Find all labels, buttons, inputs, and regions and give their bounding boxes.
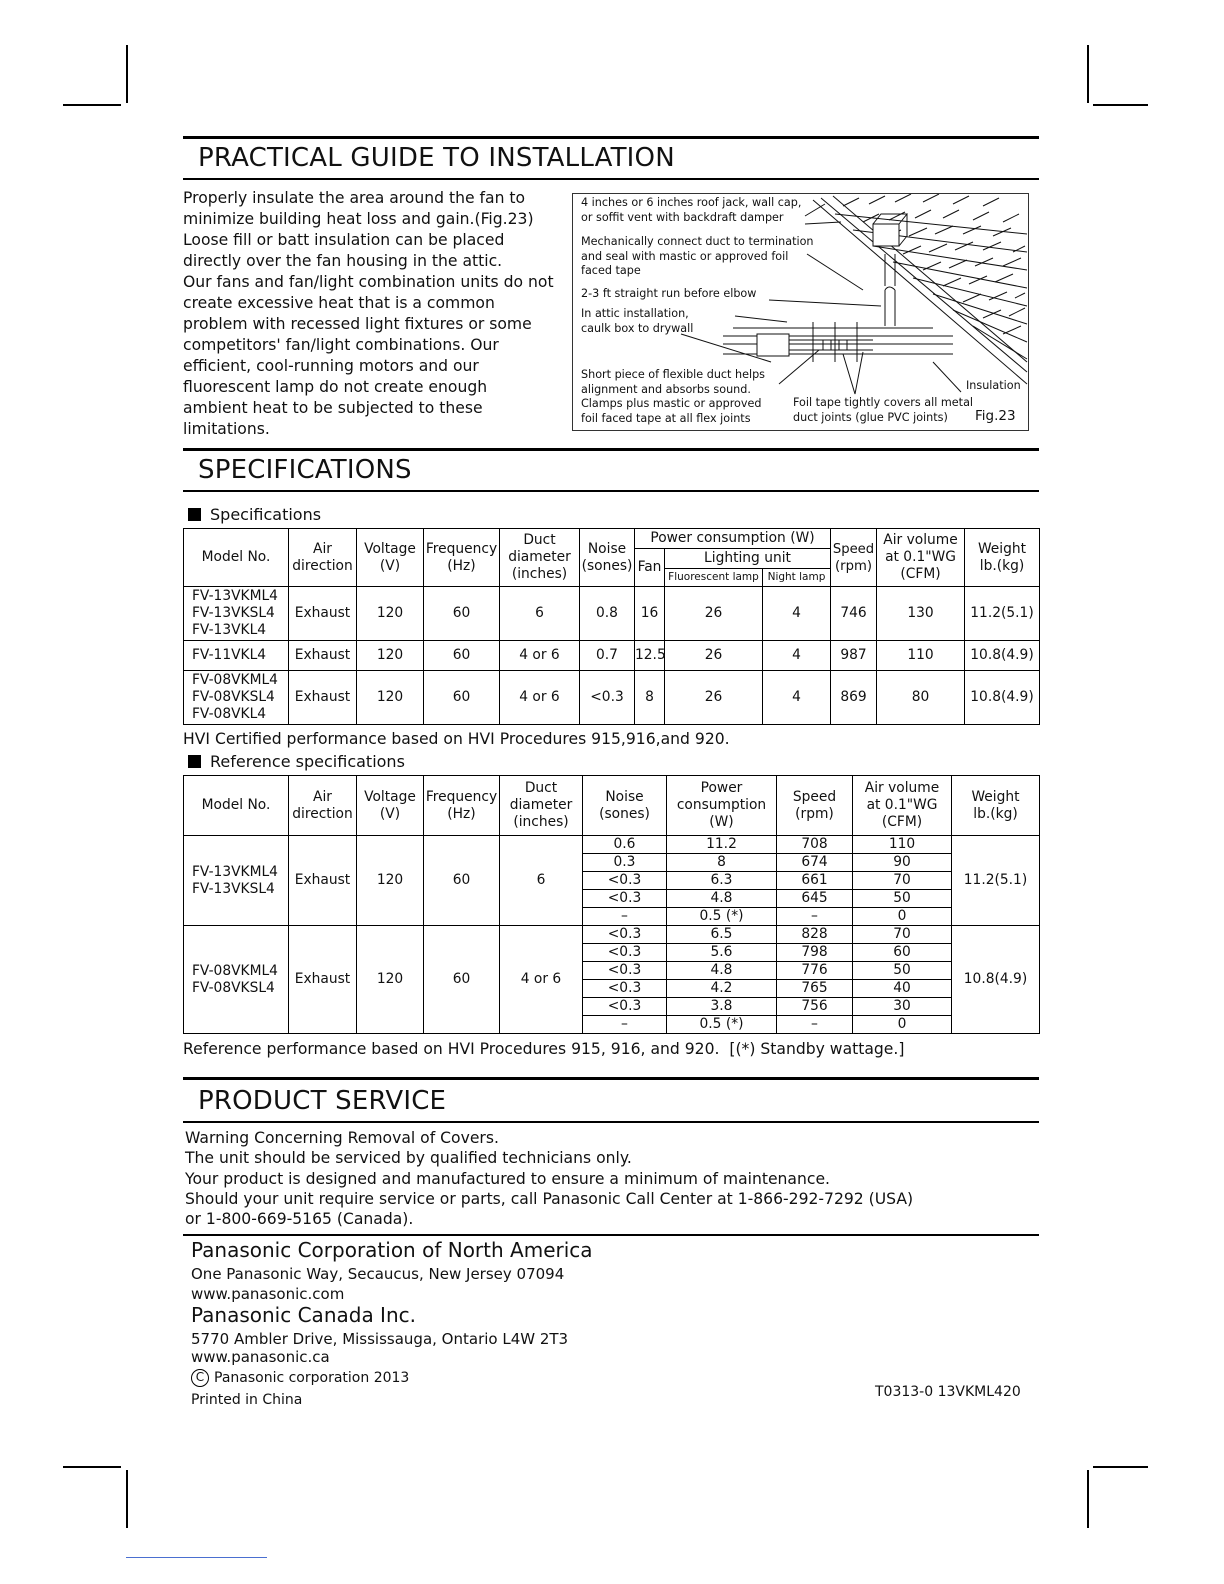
cell-speed: 765 [777, 980, 853, 998]
table-row [184, 671, 1040, 725]
section-rule [183, 448, 1039, 451]
corp-name-usa: Panasonic Corporation of North America [191, 1238, 593, 1262]
specifications-subtitle-text: Specifications [210, 505, 322, 524]
cell-speed: 869 [831, 671, 877, 725]
website-usa: www.panasonic.com [191, 1285, 345, 1303]
cell-noise: <0.3 [583, 962, 667, 980]
cell-speed: 756 [777, 998, 853, 1016]
specifications-subtitle [188, 505, 321, 524]
cell-noise: 0.6 [583, 836, 667, 854]
col-speed: Speed (rpm) [777, 776, 853, 836]
reference-subtitle [188, 752, 405, 771]
service-line: Your product is designed and manufactured to ensure a minimum of maintenance. [185, 1169, 830, 1188]
cell-power: 4.2 [667, 980, 777, 998]
cell-speed: 674 [777, 854, 853, 872]
cell-airvol: 110 [877, 641, 965, 671]
cell-duct: 6 [500, 587, 580, 641]
crop-mark [1087, 1470, 1089, 1528]
col-noise: Noise (sones) [580, 529, 635, 587]
cell-air: Exhaust [289, 671, 357, 725]
col-air: Air direction [289, 529, 357, 587]
cell-speed: 798 [777, 944, 853, 962]
col-duct: Duct diameter (inches) [500, 776, 583, 836]
cell-noise: <0.3 [583, 872, 667, 890]
cell-speed: – [777, 908, 853, 926]
cell-air: Exhaust [289, 641, 357, 671]
reference-group-2 [184, 926, 1040, 1034]
cell-airvol: 130 [877, 587, 965, 641]
col-fluorescent: Fluorescent lamp [665, 569, 763, 587]
header-text: Model No. [201, 549, 271, 565]
installation-text [183, 188, 555, 440]
service-line: Should your unit require service or parts, call Panasonic Call Center at 1-866-292-7292 (USA) [185, 1189, 914, 1208]
cell-noise: <0.3 [580, 671, 635, 725]
col-frequency: Frequency (Hz) [424, 529, 500, 587]
cell-airvol: 90 [853, 854, 952, 872]
crop-mark [1093, 104, 1148, 106]
section-rule [183, 1121, 1039, 1123]
bullet-square-icon [188, 508, 201, 521]
cell-airvol: 110 [853, 836, 952, 854]
crop-mark [63, 104, 121, 106]
col-duct: Duct diameter (inches) [500, 529, 580, 587]
cell-noise: – [583, 1016, 667, 1034]
cell-voltage: 120 [357, 836, 424, 926]
specifications-note: HVI Certified performance based on HVI Procedures 915,916,and 920. [183, 730, 730, 748]
cell-air: Exhaust [289, 587, 357, 641]
cell-model: FV-08VKML4 FV-08VKSL4 FV-08VKL4 [184, 671, 289, 725]
cell-model: FV-13VKML4 FV-13VKSL4 FV-13VKL4 [184, 587, 289, 641]
col-air: Air direction [289, 776, 357, 836]
cell-frequency: 60 [424, 641, 500, 671]
document-code: T0313-0 13VKML420 [875, 1384, 1021, 1400]
cell-model: FV-11VKL4 [184, 641, 289, 671]
cell-voltage: 120 [357, 641, 424, 671]
label-straight-run: 2-3 ft straight run before elbow [581, 287, 757, 300]
cell-weight: 11.2(5.1) [965, 587, 1040, 641]
service-text [185, 1128, 913, 1229]
cell-voltage: 120 [357, 671, 424, 725]
website-canada: www.panasonic.ca [191, 1348, 330, 1366]
crop-mark [126, 45, 128, 103]
reference-table [183, 775, 1040, 1034]
cell-noise: <0.3 [583, 980, 667, 998]
cell-air: Exhaust [289, 926, 357, 1034]
cell-power: 0.5 (*) [667, 908, 777, 926]
cell-night: 4 [763, 671, 831, 725]
cell-airvol: 50 [853, 962, 952, 980]
cell-weight: 10.8(4.9) [965, 641, 1040, 671]
cell-power: 4.8 [667, 890, 777, 908]
cell-duct: 4 or 6 [500, 926, 583, 1034]
cell-speed: 645 [777, 890, 853, 908]
col-voltage: Voltage (V) [357, 529, 424, 587]
section-rule [183, 1077, 1039, 1080]
col-airvol: Air volume at 0.1"WG (CFM) [853, 776, 952, 836]
cell-speed: – [777, 1016, 853, 1034]
service-line: Warning Concerning Removal of Covers. [185, 1129, 499, 1147]
cell-fluorescent: 26 [665, 587, 763, 641]
cell-power: 3.8 [667, 998, 777, 1016]
cell-power: 6.5 [667, 926, 777, 944]
address-usa: One Panasonic Way, Secaucus, New Jersey 07094 [191, 1265, 565, 1283]
col-fan: Fan [635, 549, 665, 587]
reference-note: Reference performance based on HVI Procedures 915, 916, and 920. [(*) Standby wattage.] [183, 1040, 905, 1058]
cell-airvol: 30 [853, 998, 952, 1016]
section-rule [183, 490, 1039, 492]
cell-night: 4 [763, 641, 831, 671]
cell-frequency: 60 [424, 926, 500, 1034]
label-connect-duct: Mechanically connect duct to termination and seal with mastic or approved foil faced tape [581, 235, 814, 278]
cell-air: Exhaust [289, 836, 357, 926]
col-night: Night lamp [763, 569, 831, 587]
cell-frequency: 60 [424, 836, 500, 926]
cell-noise: – [583, 908, 667, 926]
reference-group-1 [184, 836, 1040, 926]
cell-power: 0.5 (*) [667, 1016, 777, 1034]
installation-figure [572, 193, 1029, 431]
cell-speed: 661 [777, 872, 853, 890]
copyright-icon: C [191, 1369, 209, 1387]
cell-weight: 11.2(5.1) [952, 836, 1040, 926]
cell-airvol: 0 [853, 908, 952, 926]
cell-noise: 0.8 [580, 587, 635, 641]
cell-fluorescent: 26 [665, 671, 763, 725]
cell-fan: 8 [635, 671, 665, 725]
col-weight: Weight lb.(kg) [952, 776, 1040, 836]
table-row [184, 926, 1040, 944]
cell-airvol: 80 [877, 671, 965, 725]
cell-noise: 0.3 [583, 854, 667, 872]
cell-weight: 10.8(4.9) [965, 671, 1040, 725]
installation-title: PRACTICAL GUIDE TO INSTALLATION [198, 143, 675, 173]
service-title: PRODUCT SERVICE [198, 1086, 447, 1116]
cell-airvol: 70 [853, 872, 952, 890]
label-foil-tape: Foil tape tightly covers all metal duct joints (glue PVC joints) [793, 396, 974, 424]
cell-duct: 4 or 6 [500, 641, 580, 671]
specifications-table [183, 528, 1040, 725]
col-frequency: Frequency (Hz) [424, 776, 500, 836]
copyright [191, 1369, 409, 1387]
col-speed: Speed (rpm) [831, 529, 877, 587]
reference-subtitle-text: Reference specifications [210, 752, 405, 771]
cell-noise: <0.3 [583, 998, 667, 1016]
cell-speed: 708 [777, 836, 853, 854]
cell-voltage: 120 [357, 926, 424, 1034]
cell-airvol: 0 [853, 1016, 952, 1034]
printed-in: Printed in China [191, 1392, 303, 1408]
col-lighting: Lighting unit [665, 549, 831, 569]
cell-airvol: 50 [853, 890, 952, 908]
crop-mark [1093, 1466, 1148, 1468]
label-roof-jack: 4 inches or 6 inches roof jack, wall cap, or soffit vent with backdraft damper [581, 196, 802, 224]
section-rule [183, 136, 1039, 139]
cell-airvol: 40 [853, 980, 952, 998]
label-attic-install: In attic installation, caulk box to drywall [581, 307, 694, 335]
col-power: Power consumption (W) [635, 529, 831, 549]
cell-speed: 776 [777, 962, 853, 980]
crop-mark [1087, 45, 1089, 103]
service-line: The unit should be serviced by qualified technicians only. [185, 1149, 632, 1168]
cell-airvol: 70 [853, 926, 952, 944]
cell-power: 4.8 [667, 962, 777, 980]
crop-mark [126, 1470, 128, 1528]
col-model [184, 529, 289, 587]
cell-fluorescent: 26 [665, 641, 763, 671]
specifications-title: SPECIFICATIONS [198, 455, 412, 485]
cell-night: 4 [763, 587, 831, 641]
corp-name-canada: Panasonic Canada Inc. [191, 1303, 416, 1327]
col-noise: Noise (sones) [583, 776, 667, 836]
col-voltage: Voltage (V) [357, 776, 424, 836]
installation-para-2: Our fans and fan/light combination units do not create excessive heat that is a common problem with recessed light fixtures or some competitors' fan/light combinations. Our efficient, cool-running motors and our fluorescent lamp do not create enough ambient heat to be subjected to these limitations. [183, 273, 554, 438]
crop-mark [63, 1466, 121, 1468]
cell-weight: 10.8(4.9) [952, 926, 1040, 1034]
cell-duct: 4 or 6 [500, 671, 580, 725]
table-row [184, 641, 1040, 671]
address-canada: 5770 Ambler Drive, Mississauga, Ontario L4W 2T3 [191, 1330, 569, 1348]
cell-noise: <0.3 [583, 926, 667, 944]
cell-speed: 828 [777, 926, 853, 944]
cell-power: 5.6 [667, 944, 777, 962]
cell-voltage: 120 [357, 587, 424, 641]
section-rule [183, 178, 1039, 180]
bullet-square-icon [188, 755, 201, 768]
copyright-text: Panasonic corporation 2013 [214, 1370, 410, 1386]
cell-speed: 987 [831, 641, 877, 671]
cell-noise: 0.7 [580, 641, 635, 671]
label-insulation: Insulation [966, 379, 1021, 392]
cell-airvol: 60 [853, 944, 952, 962]
cell-model: FV-13VKML4 FV-13VKSL4 [184, 836, 289, 926]
cell-frequency: 60 [424, 671, 500, 725]
cell-duct: 6 [500, 836, 583, 926]
cell-noise: <0.3 [583, 890, 667, 908]
table-row [184, 836, 1040, 854]
cell-fan: 16 [635, 587, 665, 641]
figure-number: Fig.23 [975, 408, 1016, 424]
service-line: or 1-800-669-5165 (Canada). [185, 1210, 414, 1229]
installation-para-1: Properly insulate the area around the fan to minimize building heat loss and gain.(Fig.23) Loose fill or batt insulation can be placed directly over the fan housing in the attic. [183, 189, 534, 270]
cell-speed: 746 [831, 587, 877, 641]
section-rule [183, 1234, 1039, 1236]
cell-power: 8 [667, 854, 777, 872]
cell-model: FV-08VKML4 FV-08VKSL4 [184, 926, 289, 1034]
cell-noise: <0.3 [583, 944, 667, 962]
link-underline [126, 1557, 267, 1558]
col-model: Model No. [184, 776, 289, 836]
label-flex-duct: Short piece of flexible duct helps alignment and absorbs sound. Clamps plus mastic or approved foil faced tape at all flex joints [581, 368, 766, 425]
col-airvol: Air volume at 0.1"WG (CFM) [877, 529, 965, 587]
cell-fan: 12.5 [635, 641, 665, 671]
table-row [184, 587, 1040, 641]
cell-power: 6.3 [667, 872, 777, 890]
col-power: Power consumption (W) [667, 776, 777, 836]
cell-frequency: 60 [424, 587, 500, 641]
col-weight: Weight lb.(kg) [965, 529, 1040, 587]
cell-power: 11.2 [667, 836, 777, 854]
